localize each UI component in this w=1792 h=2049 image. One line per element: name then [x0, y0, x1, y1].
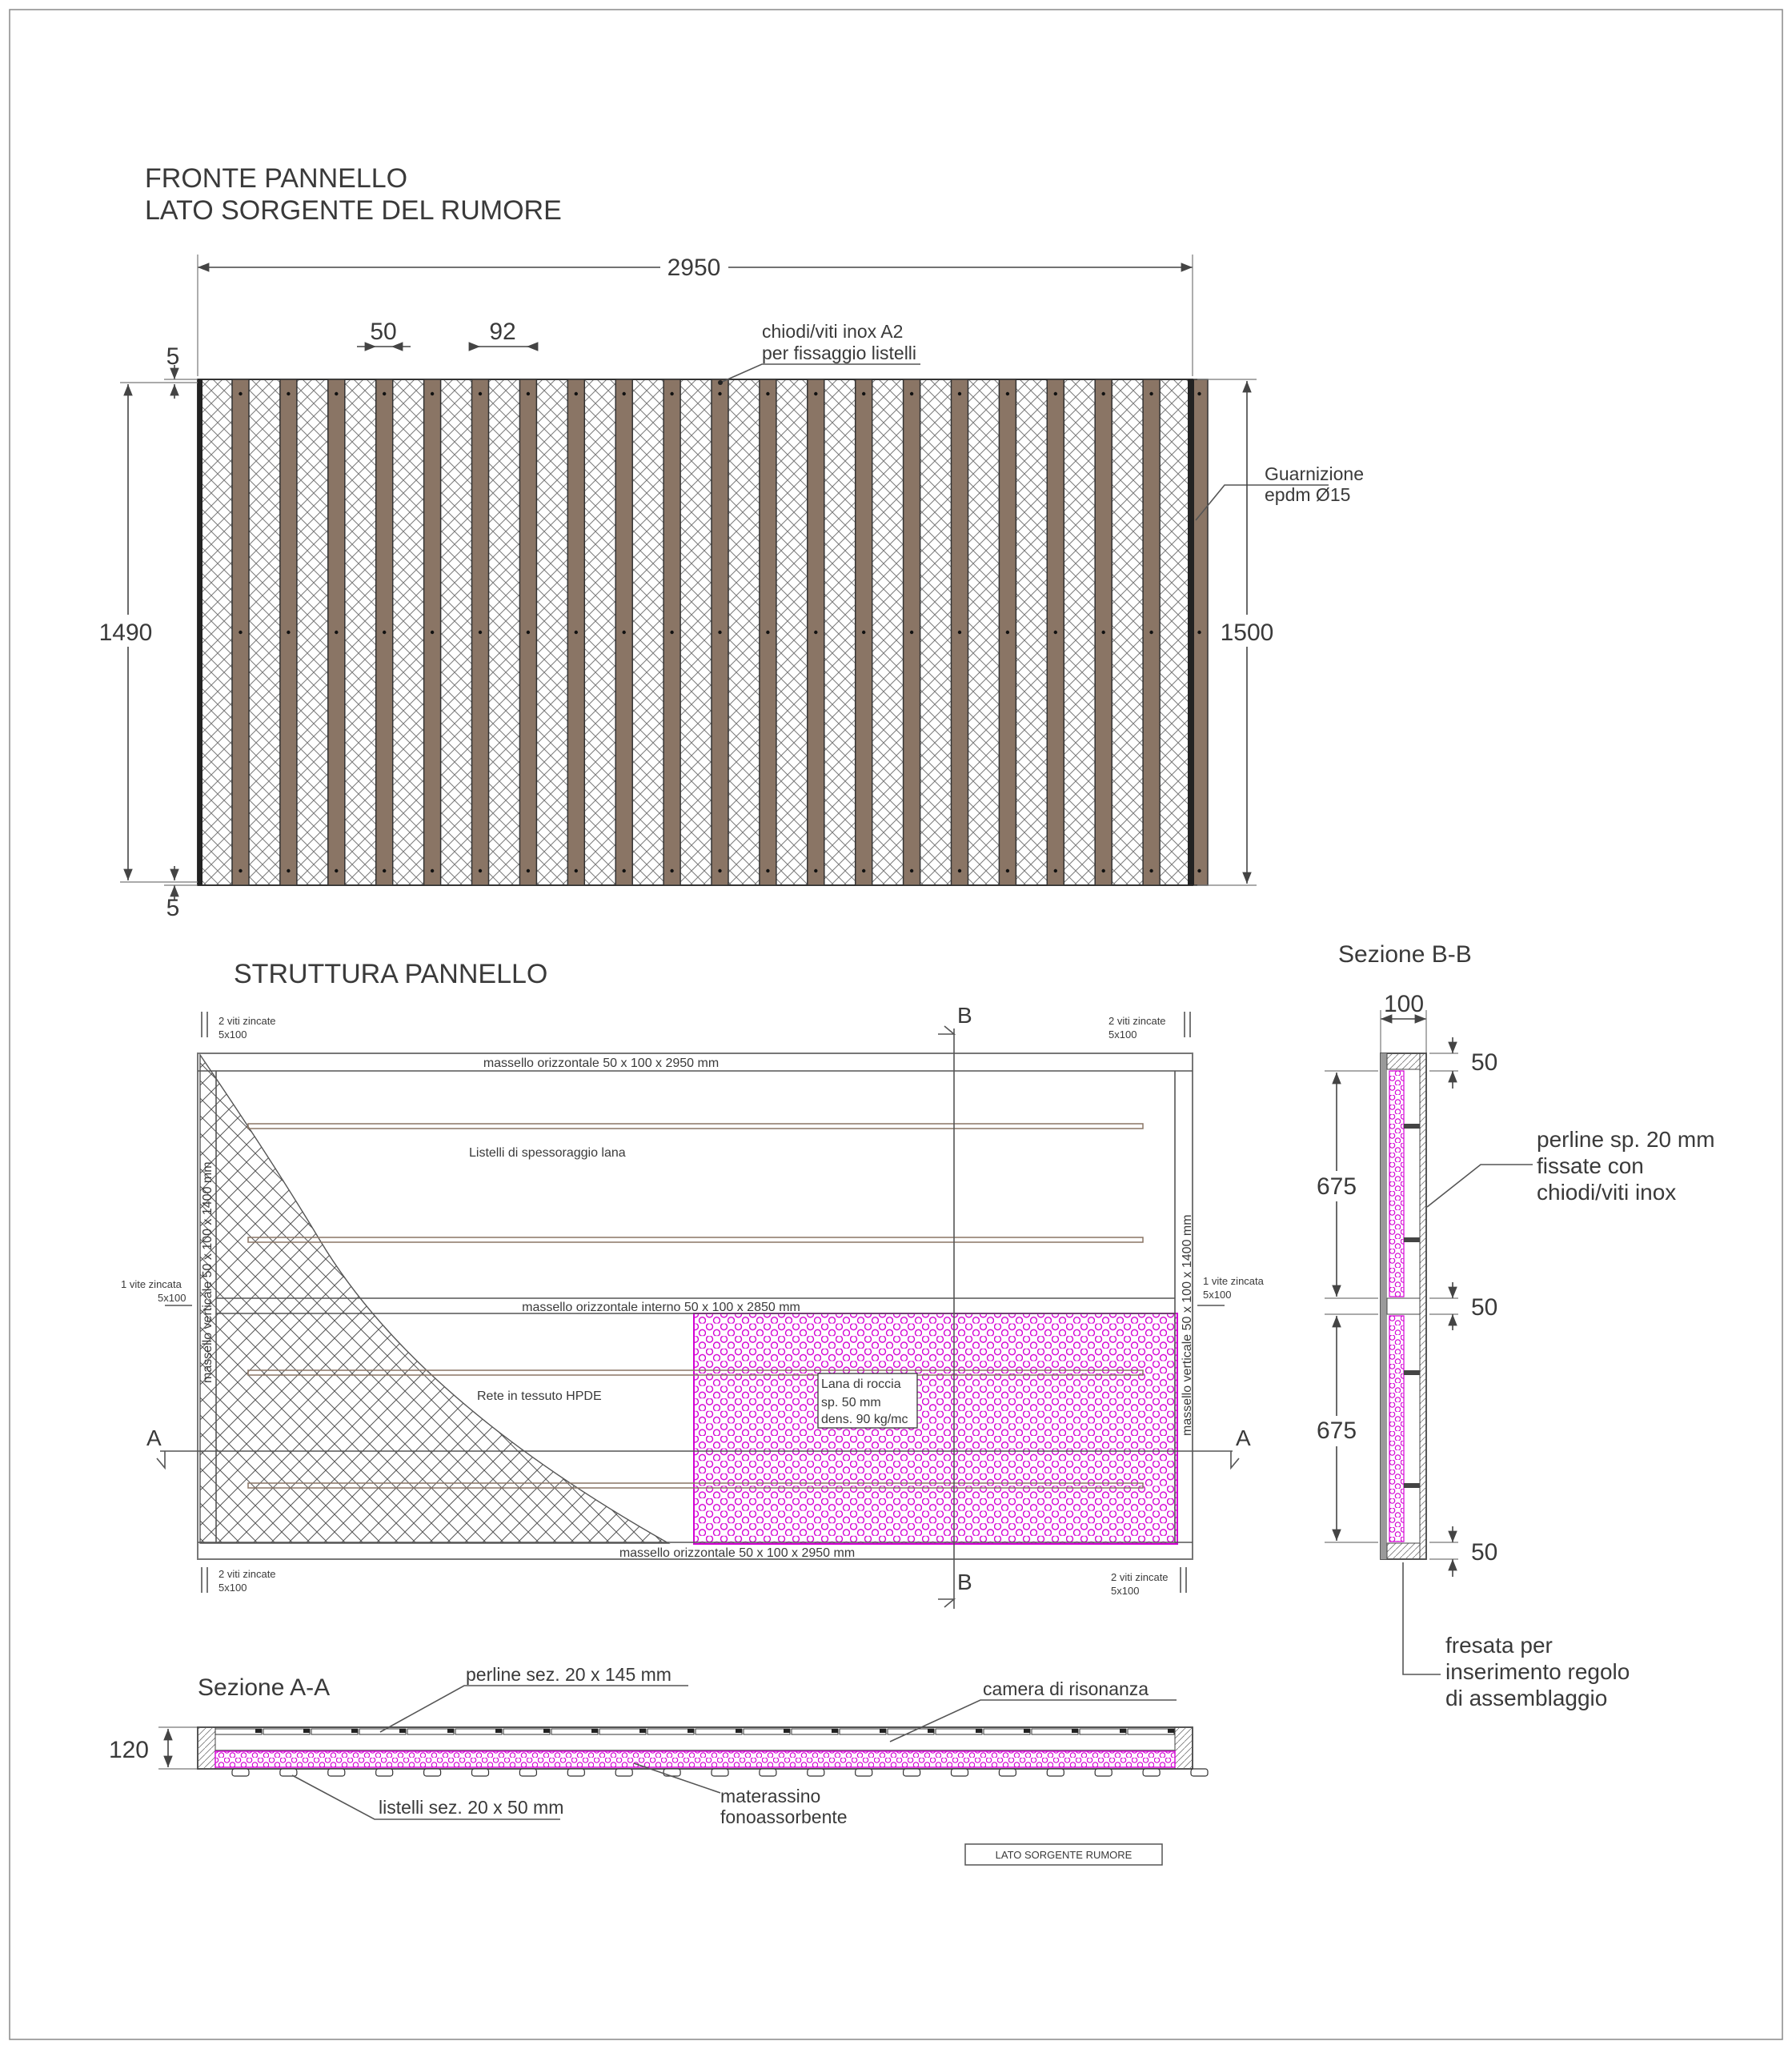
aa-batten	[567, 1769, 584, 1776]
screw-right-inner	[1197, 1275, 1265, 1305]
nail-dot	[1102, 869, 1105, 872]
cut-b-top: B	[957, 1003, 972, 1028]
gap-dim: 92	[489, 319, 516, 345]
aa-batten	[904, 1769, 920, 1776]
bb-dim-50-bottom: 50	[1471, 1539, 1498, 1566]
aa-board	[1032, 1729, 1078, 1734]
nail-dot	[670, 869, 673, 872]
gasket-note-line2: epdm Ø15	[1265, 484, 1351, 505]
nail-dot	[623, 631, 626, 634]
svg-text:5x100: 5x100	[158, 1292, 186, 1304]
nail-dot	[575, 392, 578, 395]
nail-dot	[958, 631, 961, 634]
aa-board	[311, 1729, 358, 1734]
bb-milled-line3: di assemblaggio	[1445, 1686, 1608, 1710]
aa-board-joint	[688, 1729, 694, 1733]
nail-dot	[623, 869, 626, 872]
section-bb-title: Sezione B-B	[1338, 941, 1472, 968]
nail-dot	[766, 631, 769, 634]
nail-dot	[623, 392, 626, 395]
net-label: Rete in tessuto HPDE	[477, 1389, 602, 1403]
aa-batten	[1143, 1769, 1160, 1776]
svg-text:2 viti zincate: 2 viti zincate	[218, 1015, 276, 1027]
bb-boards-line3: chiodi/viti inox	[1537, 1180, 1677, 1205]
aa-board-joint	[399, 1729, 406, 1733]
aa-batten	[519, 1769, 536, 1776]
aa-battens	[232, 1769, 1208, 1776]
nail-dot	[335, 869, 338, 872]
bb-dim-50-top: 50	[1471, 1049, 1498, 1076]
nail-dot	[910, 392, 913, 395]
nail-dot	[1149, 392, 1153, 395]
bb-dim-50-mid: 50	[1471, 1294, 1498, 1321]
nail-dot	[383, 392, 386, 395]
front-title-line2: LATO SORGENTE DEL RUMORE	[145, 195, 562, 226]
nail-dot	[1102, 392, 1105, 395]
aa-board	[1128, 1729, 1174, 1734]
spacer-batten	[248, 1124, 1143, 1129]
left-height-dim: 1490	[98, 620, 153, 646]
aa-board-joint	[351, 1729, 358, 1733]
aa-batten	[712, 1769, 728, 1776]
nails-note-line2: per fissaggio listelli	[762, 343, 917, 363]
aa-board	[936, 1729, 982, 1734]
nails-note-line1: chiodi/viti inox A2	[762, 321, 904, 342]
bb-milled-line2: inserimento regolo	[1445, 1659, 1630, 1684]
aa-board-joint	[495, 1729, 502, 1733]
aa-board-joint	[880, 1729, 886, 1733]
nail-dot	[575, 869, 578, 872]
wool-label-line1: Lana di roccia	[821, 1377, 901, 1391]
aa-board-joint	[591, 1729, 598, 1733]
svg-text:1 vite zincata: 1 vite zincata	[1203, 1275, 1264, 1287]
gasket-right	[1188, 379, 1194, 885]
aa-board-joint	[1024, 1729, 1030, 1733]
nail-dot	[1054, 392, 1057, 395]
screws-bottom-right	[1111, 1567, 1186, 1597]
aa-batten	[232, 1769, 249, 1776]
slat-width-dim: 50	[370, 319, 397, 345]
aa-board-joint	[928, 1729, 934, 1733]
wool-label-line3: dens. 90 kg/mc	[821, 1413, 908, 1426]
nail-dot	[239, 631, 242, 634]
aa-boards	[215, 1729, 1174, 1734]
aa-board	[840, 1729, 886, 1734]
aa-board-joint	[1072, 1729, 1078, 1733]
source-label: LATO SORGENTE RUMORE	[995, 1849, 1133, 1861]
bb-wool-upper	[1389, 1071, 1404, 1297]
nail-dot	[575, 631, 578, 634]
aa-wool-mat	[215, 1751, 1175, 1767]
aa-board-joint	[736, 1729, 742, 1733]
nail-dot	[1149, 631, 1153, 634]
aa-board	[792, 1729, 838, 1734]
nail-dot	[862, 392, 865, 395]
cut-a-right: A	[1236, 1425, 1251, 1450]
aa-board-joint	[303, 1729, 310, 1733]
aa-battens-label: listelli sez. 20 x 50 mm	[379, 1797, 564, 1818]
bb-milled-line1: fresata per	[1445, 1633, 1553, 1658]
bb-wool-lower	[1389, 1316, 1404, 1542]
spacer-batten	[248, 1237, 1143, 1242]
inner-beam-label: massello orizzontale interno 50 x 100 x 2850 mm	[522, 1301, 800, 1314]
section-aa	[109, 1664, 1208, 1865]
svg-text:2 viti zincate: 2 viti zincate	[218, 1568, 276, 1580]
wool-label-line2: sp. 50 mm	[821, 1396, 881, 1409]
nail-dot	[814, 631, 817, 634]
nail-dot	[910, 869, 913, 872]
screws-top-right	[1108, 1012, 1190, 1041]
nail-dot	[958, 392, 961, 395]
nail-dot	[1197, 392, 1201, 395]
nail-dot	[479, 869, 482, 872]
nail-dot	[670, 392, 673, 395]
nail-dot	[814, 869, 817, 872]
nail-dot	[1006, 631, 1009, 634]
bb-dim-675-lower: 675	[1316, 1417, 1357, 1444]
nail-dot	[1102, 631, 1105, 634]
nail-dot	[1054, 631, 1057, 634]
aa-batten	[615, 1769, 632, 1776]
nail-dot	[670, 631, 673, 634]
aa-board	[647, 1729, 694, 1734]
aa-board-joint	[1168, 1729, 1174, 1733]
spacers-label: Listelli di spessoraggio lana	[469, 1146, 626, 1160]
nail-dot	[383, 869, 386, 872]
aa-board	[263, 1729, 310, 1734]
aa-batten	[999, 1769, 1016, 1776]
nail-dot	[1197, 869, 1201, 872]
aa-batten	[1095, 1769, 1112, 1776]
nail-dot	[335, 392, 338, 395]
section-bb	[1305, 941, 1715, 1710]
aa-batten	[1047, 1769, 1064, 1776]
nail-dot	[431, 869, 434, 872]
bb-dim-675-upper: 675	[1316, 1173, 1357, 1200]
aa-batten	[760, 1769, 776, 1776]
aa-board-joint	[543, 1729, 550, 1733]
aa-mat-line1: materassino	[720, 1786, 821, 1806]
aa-board	[696, 1729, 742, 1734]
aa-board-joint	[784, 1729, 790, 1733]
nail-dot	[766, 869, 769, 872]
gasket-left	[198, 379, 202, 885]
aa-board-joint	[255, 1729, 262, 1733]
aa-batten	[376, 1769, 393, 1776]
cut-a-left: A	[146, 1425, 162, 1450]
bb-boards-line1: perline sp. 20 mm	[1537, 1127, 1715, 1152]
nail-dot	[239, 869, 242, 872]
aa-batten	[472, 1769, 489, 1776]
structure-view	[121, 959, 1265, 1609]
aa-board	[599, 1729, 646, 1734]
nail-dot	[1006, 869, 1009, 872]
front-width-dim: 2950	[667, 255, 721, 281]
gasket-note-line1: Guarnizione	[1265, 463, 1365, 484]
nail-dot	[287, 631, 290, 634]
front-view	[92, 163, 1364, 921]
svg-text:2 viti zincate: 2 viti zincate	[1111, 1571, 1169, 1583]
svg-text:5x100: 5x100	[218, 1582, 247, 1594]
svg-text:1 vite zincata: 1 vite zincata	[121, 1278, 182, 1290]
nail-dot	[239, 392, 242, 395]
screws-bottom-left	[202, 1567, 276, 1594]
svg-text:2 viti zincate: 2 viti zincate	[1108, 1015, 1166, 1027]
aa-board-joint	[639, 1729, 646, 1733]
nail-dot	[287, 392, 290, 395]
aa-board	[359, 1729, 406, 1734]
nail-dot	[383, 631, 386, 634]
nail-dot	[431, 392, 434, 395]
nail-dot	[718, 392, 721, 395]
nail-dot	[766, 392, 769, 395]
rock-wool-area	[694, 1313, 1177, 1544]
section-aa-title: Sezione A-A	[198, 1674, 331, 1701]
aa-board	[551, 1729, 598, 1734]
aa-thickness-dim: 120	[108, 1737, 149, 1763]
nail-dot	[287, 869, 290, 872]
bb-width-dim: 100	[1383, 991, 1425, 1017]
screw-left-inner	[121, 1278, 192, 1305]
cut-b-bottom: B	[957, 1570, 972, 1594]
aa-batten	[952, 1769, 968, 1776]
nail-dot	[718, 631, 721, 634]
nail-dot	[527, 631, 530, 634]
nail-dot	[1197, 631, 1201, 634]
aa-batten	[1191, 1769, 1208, 1776]
nail-dot	[1006, 392, 1009, 395]
aa-board-joint	[832, 1729, 838, 1733]
nail-dot	[431, 631, 434, 634]
aa-board-joint	[976, 1729, 982, 1733]
aa-batten	[280, 1769, 297, 1776]
aa-batten	[856, 1769, 872, 1776]
aa-batten	[328, 1769, 345, 1776]
aa-board	[455, 1729, 502, 1734]
nail-dot	[527, 869, 530, 872]
aa-board	[744, 1729, 790, 1734]
front-panel-net	[198, 379, 1193, 885]
aa-board	[984, 1729, 1030, 1734]
nail-dot	[479, 631, 482, 634]
screws-top-left	[202, 1012, 276, 1041]
nail-dot	[479, 392, 482, 395]
front-slats	[232, 379, 1208, 885]
aa-board-joint	[1120, 1729, 1126, 1733]
right-post-label: massello verticale 50 x 100 x 1400 mm	[1181, 1214, 1194, 1436]
svg-text:5x100: 5x100	[218, 1029, 247, 1041]
nail-dot	[527, 392, 530, 395]
top-beam-label: massello orizzontale 50 x 100 x 2950 mm	[483, 1057, 720, 1070]
aa-batten	[663, 1769, 680, 1776]
nail-dot	[862, 869, 865, 872]
nail-dot	[1149, 869, 1153, 872]
aa-mat-line2: fonoassorbente	[720, 1806, 848, 1827]
nail-dot	[1054, 869, 1057, 872]
aa-board	[215, 1729, 262, 1734]
nail-dot	[335, 631, 338, 634]
aa-board	[503, 1729, 550, 1734]
left-post-label: massello verticale 50 x 100 x 1400 mm	[201, 1161, 214, 1383]
front-title-line1: FRONTE PANNELLO	[145, 163, 408, 194]
aa-board	[407, 1729, 454, 1734]
nail-dot	[910, 631, 913, 634]
svg-text:5x100: 5x100	[1203, 1289, 1232, 1301]
structure-title: STRUTTURA PANNELLO	[234, 959, 548, 989]
bb-boards-line2: fissate con	[1537, 1153, 1644, 1178]
right-height-dim: 1500	[1220, 620, 1274, 646]
aa-batten	[424, 1769, 441, 1776]
nail-dot	[958, 869, 961, 872]
svg-text:5x100: 5x100	[1111, 1585, 1140, 1597]
nail-dot	[718, 869, 721, 872]
aa-chamber-label: camera di risonanza	[983, 1678, 1149, 1699]
top-offset-dim: 5	[166, 343, 180, 370]
aa-board	[1080, 1729, 1126, 1734]
aa-board-joint	[447, 1729, 454, 1733]
nail-dot	[814, 392, 817, 395]
aa-batten	[808, 1769, 824, 1776]
aa-boards-label: perline sez. 20 x 145 mm	[466, 1664, 671, 1685]
svg-text:5x100: 5x100	[1108, 1029, 1137, 1041]
bottom-offset-dim: 5	[166, 895, 180, 921]
nail-dot	[862, 631, 865, 634]
bottom-beam-label: massello orizzontale 50 x 100 x 2950 mm	[619, 1546, 856, 1560]
